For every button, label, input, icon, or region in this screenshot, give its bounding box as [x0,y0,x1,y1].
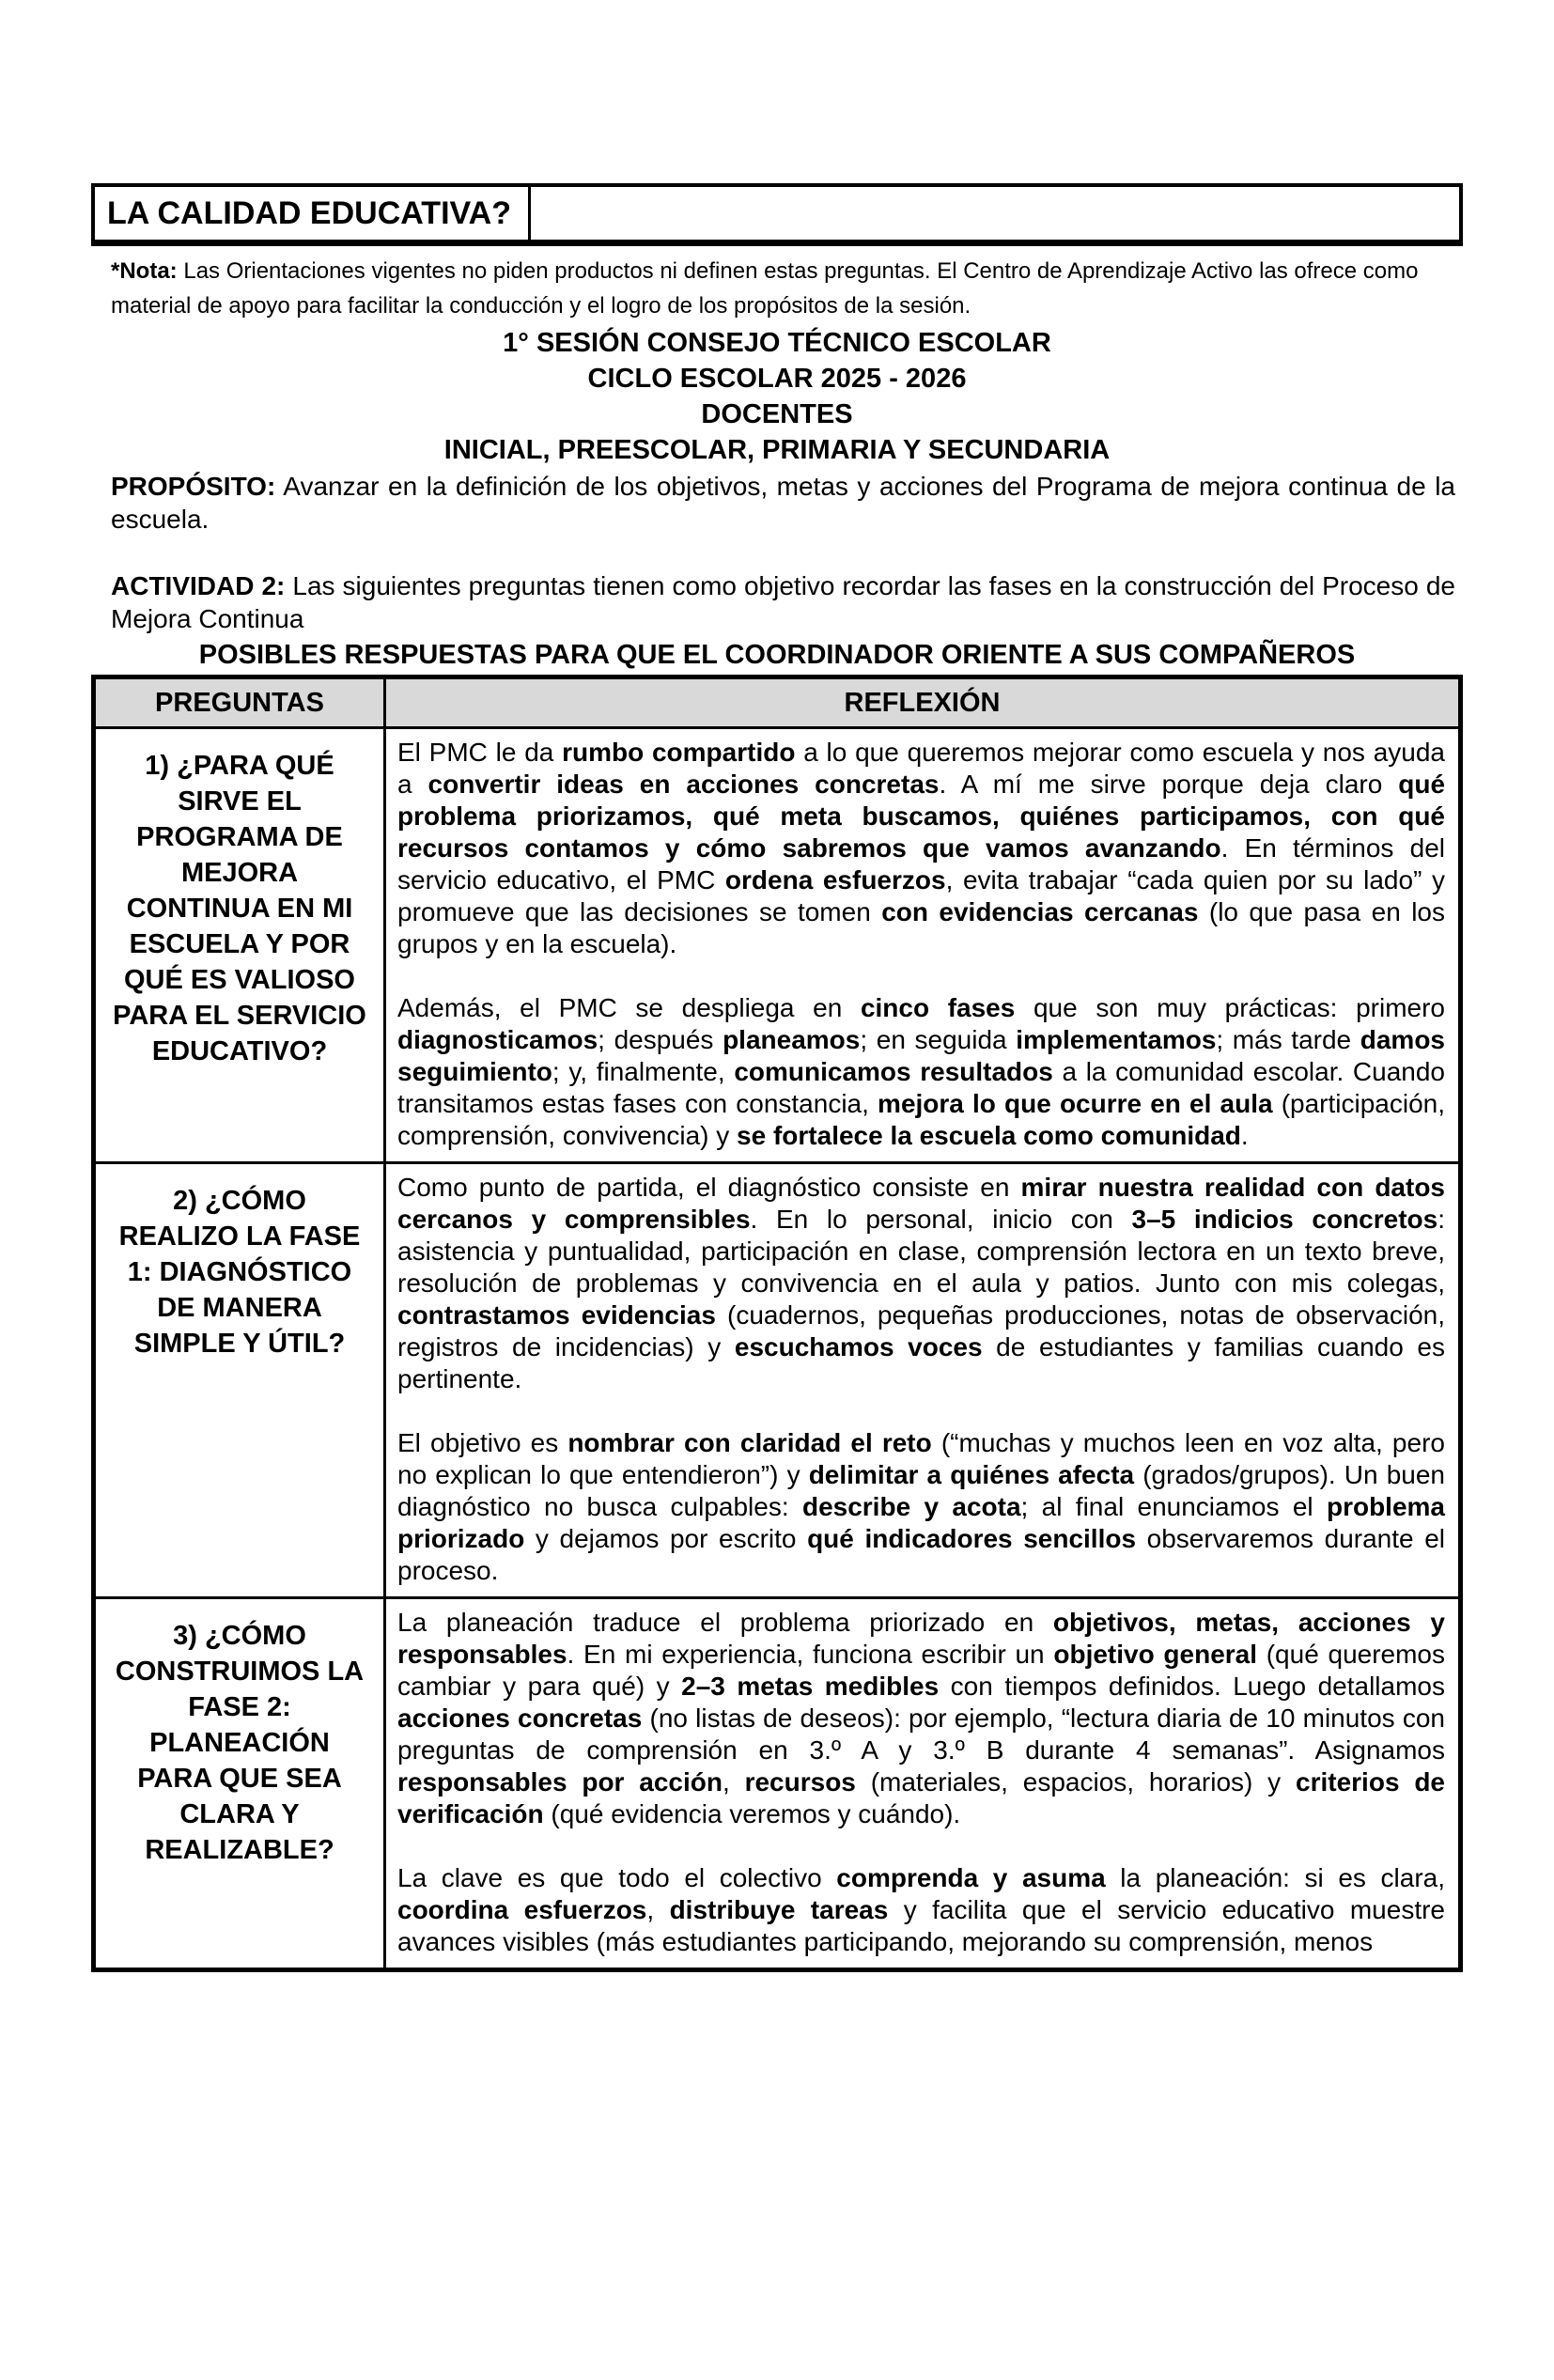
table-header-row [94,677,1461,728]
header-box [91,183,1463,246]
reflection-paragraph: La planeación traduce el problema priorizado en objetivos, metas, acciones y responsables. En mi experiencia, funciona escribir un objetivo general (qué queremos cambiar y para qué) y 2–3 metas medibles con tiempos definidos. Luego detallamos acciones concretas (no listas de deseos): por ejemplo, “lectura diaria de 10 minutos con preguntas de comprensión en 3.º A y 3.º B durante 4 semanas”. Asignamos responsables por acción, recursos (materiales, espacios, horarios) y criterios de verificación (qué evidencia veremos y cuándo). [397,1608,1446,1828]
reflection-paragraph: El objetivo es nombrar con claridad el reto (“muchas y muchos leen en voz alta, pero no explican lo que entendieron”) y delimitar a quiénes afecta (grados/grupos). Un buen diagnóstico no busca culpables: describe y acota; al final enunciamos el problema priorizado y dejamos por escrito qué indicadores sencillos observaremos durante el proceso. [397,1428,1446,1585]
document-page [0,183,1554,2380]
title-docentes: DOCENTES [701,399,853,429]
reflection-paragraph: Además, el PMC se despliega en cinco fases que son muy prácticas: primero diagnosticamos; después planeamos; en seguida implementamos; más tarde damos seguimiento; y, finalmente, comunicamos resultados a la comunidad escolar. Cuando transitamos estas fases con constancia, mejora lo que ocurre en el aula (participación, comprensión, convivencia) y se fortalece la escuela como comunidad. [397,993,1446,1150]
note-text: Las Orientaciones vigentes no piden productos ni definen estas preguntas. El Centro de Aprendizaje Activo las ofrece como material de apoyo para facilitar la conducción y el logro de los propósitos de la sesión. [111,258,1419,319]
document-titles [91,325,1463,468]
column-header-reflexion: REFLEXIÓN [385,677,1461,728]
title-cycle: CICLO ESCOLAR 2025 - 2026 [587,364,967,394]
answers-table [91,675,1463,1972]
table-row [94,1163,1461,1598]
reflection-paragraph: La clave es que todo el colectivo comprenda y asuma la planeación: si es clara, coordina esfuerzos, distribuye tareas y facilita que el servicio educativo muestre avances visibles (más estudiantes participando, mejorando su comprensión, menos [397,1863,1445,1956]
title-session: 1° SESIÓN CONSEJO TÉCNICO ESCOLAR [503,328,1051,358]
purpose-text: Avanzar en la definición de los objetivos, metas y acciones del Programa de mejora continua de la escuela. [111,472,1455,534]
reflection-paragraph: El PMC le da rumbo compartido a lo que queremos mejorar como escuela y nos ayuda a convertir ideas en acciones concretas. A mí me sirve porque deja claro qué problema priorizamos, qué meta buscamos, quiénes participamos, con qué recursos contamos y cómo sabremos que vamos avanzando. En términos del servicio educativo, el PMC ordena esfuerzos, evita trabajar “cada quien por su lado” y promueve que las decisiones se tomen con evidencias cercanas (lo que pasa en los grupos y en la escuela). [397,738,1446,958]
purpose [91,470,1463,536]
page [91,183,1463,1972]
table-row [94,1598,1461,1970]
question-cell: 3) ¿CÓMO CONSTRUIMOS LA FASE 2: PLANEACIÓN PARA QUE SEA CLARA Y REALIZABLE? [94,1598,385,1970]
header-box-empty-cell [531,187,1459,240]
title-levels: INICIAL, PREESCOLAR, PRIMARIA Y SECUNDARIA [443,435,1111,465]
column-header-preguntas: PREGUNTAS [94,677,385,728]
question-cell: 1) ¿PARA QUÉ SIRVE EL PROGRAMA DE MEJORA CONTINUA EN MI ESCUELA Y POR QUÉ ES VALIOSO PARA EL SERVICIO EDUCATIVO? [94,728,385,1163]
table-title: POSIBLES RESPUESTAS PARA QUE EL COORDINADOR ORIENTE A SUS COMPAÑEROS [198,640,1356,670]
note-label: *Nota: [111,258,178,284]
activity [91,569,1463,635]
reflection-paragraph: Como punto de partida, el diagnóstico consiste en mirar nuestra realidad con datos cercanos y comprensibles. En lo personal, inicio con 3–5 indicios concretos: asistencia y puntualidad, participación en clase, comprensión lectora en un texto breve, resolución de problemas y convivencia en el aula y patios. Junto con mis colegas, contrastamos evidencias (cuadernos, pequeñas producciones, notas de observación, registros de incidencias) y escuchamos voces de estudiantes y familias cuando es pertinente. [397,1173,1446,1393]
header-box-question-cell [95,187,531,240]
purpose-label: PROPÓSITO: [111,472,276,501]
activity-text: Las siguientes preguntas tienen como objetivo recordar las fases en la construcción del Proceso de Mejora Continua [111,571,1455,633]
reflection-cell [385,1163,1461,1598]
header-box-text: LA CALIDAD EDUCATIVA? [107,194,511,231]
note [91,254,1463,323]
activity-label: ACTIVIDAD 2: [111,571,286,600]
reflection-cell [385,1598,1461,1970]
table-row [94,728,1461,1163]
reflection-cell [385,728,1461,1163]
question-cell: 2) ¿CÓMO REALIZO LA FASE 1: DIAGNÓSTICO DE MANERA SIMPLE Y ÚTIL? [94,1163,385,1598]
